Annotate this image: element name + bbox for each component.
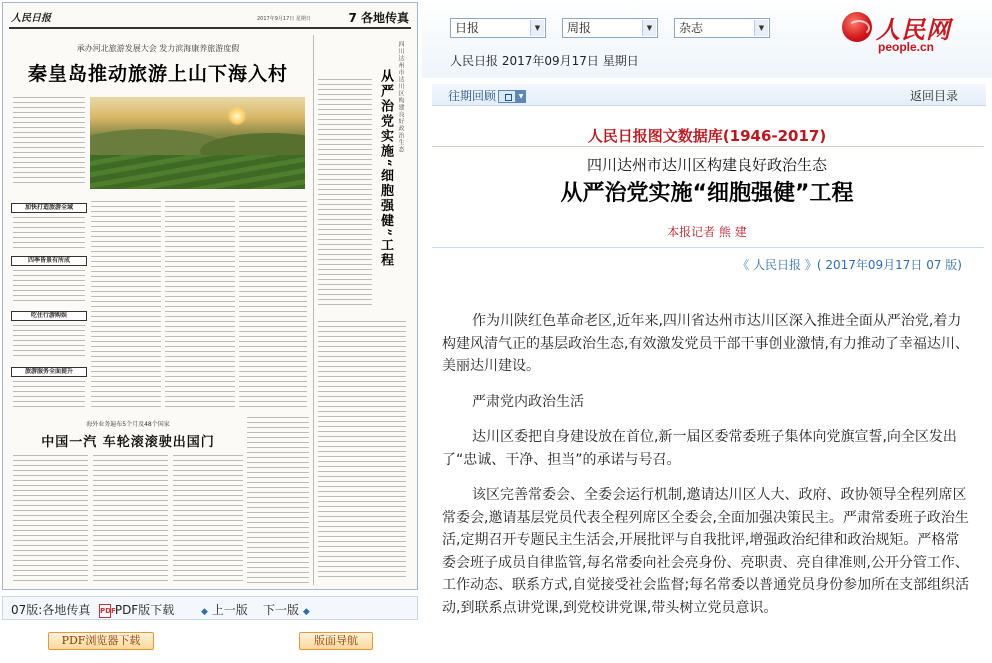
magazine-select[interactable] xyxy=(674,18,770,38)
calendar-icon[interactable] xyxy=(498,90,516,103)
text-column xyxy=(13,217,85,251)
text-column xyxy=(247,417,309,585)
current-date: 人民日报 2017年09月17日 星期日 xyxy=(450,54,639,68)
article-author: 本报记者 熊 建 xyxy=(667,225,747,239)
pdf-download-label: PDF版下载 xyxy=(114,603,175,617)
divider xyxy=(432,146,984,147)
chevron-down-icon: ▼ xyxy=(642,20,656,36)
daily-select[interactable] xyxy=(450,18,546,38)
page-nav-button[interactable]: 版面导航 xyxy=(299,632,373,650)
divider xyxy=(432,247,984,248)
magazine-select-value: 杂志 xyxy=(679,21,704,35)
newspaper-page-image[interactable] xyxy=(2,2,418,590)
newspaper-date: 2017年9月17日 星期日 xyxy=(257,16,311,22)
article-kicker: 四川达州市达川区构建良好政治生态 xyxy=(586,156,827,174)
people-cn-logo[interactable] xyxy=(842,10,982,60)
archive-label: 往期回顾 xyxy=(448,89,497,103)
prev-page-link[interactable] xyxy=(201,601,248,618)
newspaper-panel xyxy=(0,0,422,663)
article-body xyxy=(442,310,972,632)
article-title: 从严治党实施“细胞强健”工程 xyxy=(560,181,854,206)
pdf-download-link[interactable] xyxy=(99,601,174,618)
current-page-label: 07版:各地传真 xyxy=(11,603,91,617)
text-column xyxy=(13,455,88,585)
database-title: 人民日报图文数据库(1946-2017) xyxy=(587,127,827,145)
text-column xyxy=(13,325,85,359)
chevron-down-icon: ▼ xyxy=(530,20,544,36)
sun-shape xyxy=(228,107,246,125)
field-shape xyxy=(90,155,305,189)
text-column xyxy=(173,455,243,585)
archive-nav-bar xyxy=(432,84,986,106)
page-pager xyxy=(2,596,418,620)
pdf-browser-download-button[interactable]: PDF浏览器下载 xyxy=(48,632,154,650)
text-column xyxy=(318,79,372,309)
mid-headline: 中国一汽 车轮滚滚驶出国门 xyxy=(41,435,215,450)
archive-link[interactable] xyxy=(448,87,526,104)
back-to-toc-link[interactable]: 返回目录 xyxy=(909,89,958,103)
next-page-label: 下一版 xyxy=(263,603,300,617)
newspaper-masthead: 人民日报 xyxy=(11,13,51,24)
daily-select-value: 日报 xyxy=(455,21,480,35)
newspaper-masthead-bar xyxy=(9,7,411,29)
newspaper-photo xyxy=(90,97,305,189)
logo-text-en: people.cn xyxy=(878,40,935,54)
article-source: 《 人民日报 》( 2017年09月17日 07 版) xyxy=(737,258,962,272)
article-paragraph: 作为川陕红色革命老区,近年来,四川省达州市达川区深入推进全面从严治党,着力构建风清气正的基层政治生态,有效激发党员干部干事创业激情,有力推动了幸福达川、美丽达川建设。 xyxy=(442,313,969,374)
globe-icon xyxy=(842,12,872,42)
newspaper-headline: 秦皇岛推动旅游上山下海入村 xyxy=(27,63,288,85)
side-heading-box: 吃住行游购娱 xyxy=(11,311,87,321)
article-paragraph: 该区完善常委会、全委会运行机制,邀请达川区人大、政府、政协领导全程列席区常委会,邀请基层党员代表全程列席区全委会,全面加强决策民主。严肃常委班子政治生活,定期召开专题民主生活会,开展批评与自我批评,增强政治纪律和政治规矩。严格常委会班子成员自律监管,每名常委向社会亮身份、亮职责、亮自律准则,公开分管工作、工作动态、联系方式,自觉接受社会监督;每名常委以普通党员身份参加所在支部组织活动,到联系点讲党课,到党校讲党课,带头树立党员意识。 xyxy=(442,487,970,616)
text-column xyxy=(13,270,85,304)
vertical-kicker: 四川达州市达川区构建良好政治生态 xyxy=(397,41,404,153)
article-subheading: 严肃党内政治生活 xyxy=(472,393,584,410)
pdf-icon: PDF xyxy=(99,604,111,618)
right-arrow-icon: ◆ xyxy=(302,607,310,617)
article-paragraph: 达川区委把自身建设放在首位,新一届区委常委班子集体向党旗宣誓,向全区发出了“忠诚、干净、担当”的承诺与号召。 xyxy=(442,429,957,468)
weekly-select-value: 周报 xyxy=(567,21,592,35)
chevron-down-icon[interactable]: ▼ xyxy=(516,90,526,103)
left-arrow-icon: ◆ xyxy=(201,607,208,617)
newspaper-section: 7 各地传真 xyxy=(348,11,409,25)
text-column xyxy=(13,381,85,407)
logo-text-cn: 人民网 xyxy=(876,15,951,44)
side-heading-box: 加快打造旅游全域 xyxy=(11,203,87,213)
text-column xyxy=(239,201,307,407)
newspaper-right-column xyxy=(313,35,411,585)
article-panel xyxy=(422,0,992,663)
weekly-select[interactable] xyxy=(562,18,658,38)
text-column xyxy=(318,321,406,581)
prev-page-label: 上一版 xyxy=(211,603,248,617)
chevron-down-icon: ▼ xyxy=(754,20,768,36)
next-page-link[interactable] xyxy=(263,601,310,618)
text-column xyxy=(93,455,168,585)
vertical-headline: 从严治党实施“细胞强健”工程 xyxy=(378,69,393,268)
mid-kicker: 海外业务遍布5个月及48个国家 xyxy=(86,421,170,428)
side-heading-box: 旅游服务全面提升 xyxy=(11,367,87,377)
text-column xyxy=(91,201,161,407)
top-bar xyxy=(422,0,992,78)
text-column xyxy=(165,201,235,407)
side-heading-box: 四季皆景有所成 xyxy=(11,256,87,266)
newspaper-subheadline: 承办河北旅游发展大会 发力滨海康养旅游度假 xyxy=(76,44,240,53)
text-column xyxy=(13,97,85,187)
